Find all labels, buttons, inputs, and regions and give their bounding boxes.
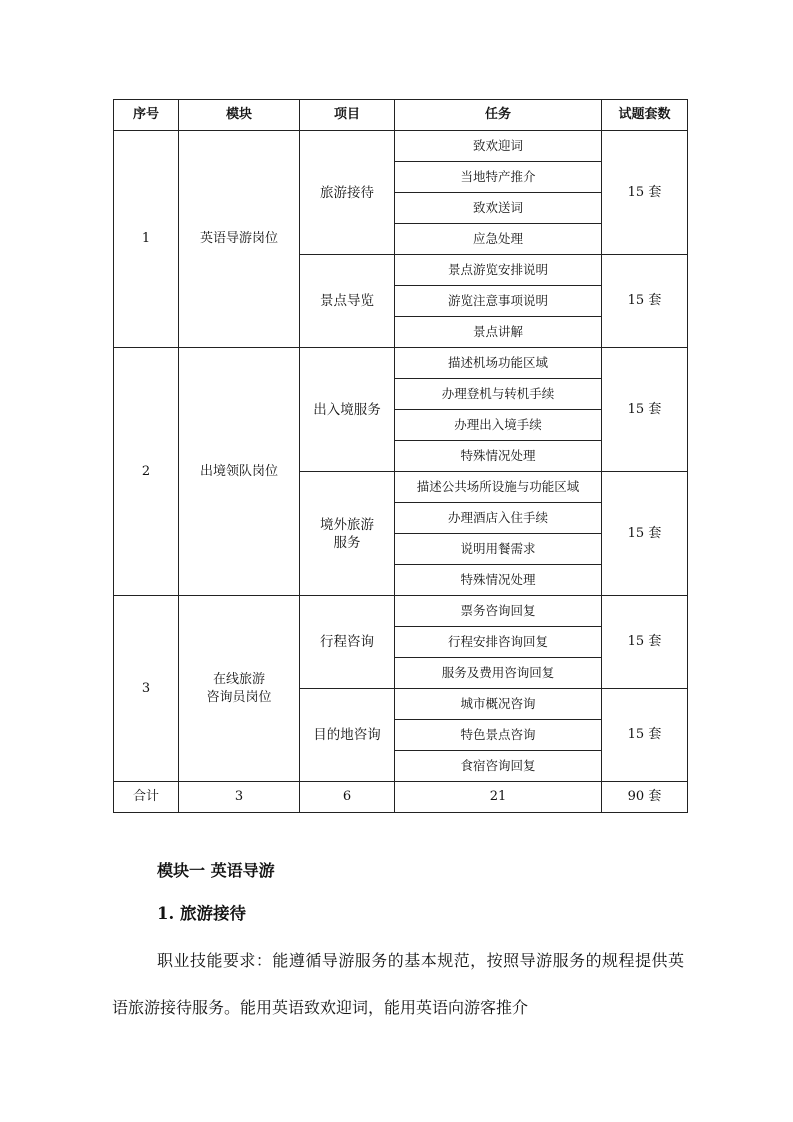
task-cell: 特色景点咨询 [395, 720, 602, 751]
project-name: 出入境服务 [300, 348, 395, 472]
total-projects: 6 [300, 782, 395, 813]
header-set-count: 试题套数 [602, 100, 688, 131]
total-sets: 90 套 [602, 782, 688, 813]
total-tasks: 21 [395, 782, 602, 813]
task-cell: 致欢迎词 [395, 131, 602, 162]
project-name: 行程咨询 [300, 596, 395, 689]
task-cell: 办理出入境手续 [395, 410, 602, 441]
task-cell: 说明用餐需求 [395, 534, 602, 565]
task-cell: 景点游览安排说明 [395, 255, 602, 286]
task-cell: 办理酒店入住手续 [395, 503, 602, 534]
task-cell: 票务咨询回复 [395, 596, 602, 627]
task-cell: 景点讲解 [395, 317, 602, 348]
module-name: 出境领队岗位 [179, 348, 300, 596]
table-header-row [114, 100, 688, 131]
task-cell: 描述机场功能区域 [395, 348, 602, 379]
set-count: 15 套 [602, 131, 688, 255]
task-cell: 游览注意事项说明 [395, 286, 602, 317]
project-name: 目的地咨询 [300, 689, 395, 782]
module-summary-table [113, 99, 688, 813]
module-index: 3 [114, 596, 179, 782]
task-cell: 应急处理 [395, 224, 602, 255]
total-row [114, 782, 688, 813]
table-row [114, 131, 688, 162]
set-count: 15 套 [602, 596, 688, 689]
task-cell: 食宿咨询回复 [395, 751, 602, 782]
header-task: 任务 [395, 100, 602, 131]
project-name: 景点导览 [300, 255, 395, 348]
set-count: 15 套 [602, 255, 688, 348]
header-project: 项目 [300, 100, 395, 131]
set-count: 15 套 [602, 689, 688, 782]
set-count: 15 套 [602, 472, 688, 596]
module-index: 1 [114, 131, 179, 348]
table-row [114, 348, 688, 379]
task-cell: 特殊情况处理 [395, 441, 602, 472]
task-cell: 城市概况咨询 [395, 689, 602, 720]
module-name: 英语导游岗位 [179, 131, 300, 348]
table-row [114, 596, 688, 627]
header-module: 模块 [179, 100, 300, 131]
total-label: 合计 [114, 782, 179, 813]
task-cell: 办理登机与转机手续 [395, 379, 602, 410]
skill-requirement-paragraph: 职业技能要求：能遵循导游服务的基本规范，按照导游服务的规程提供英语旅游接待服务。能用英语致欢迎词，能用英语向游客推介 [112, 951, 684, 1017]
module-heading: 模块一 英语导游 [157, 861, 275, 880]
set-count: 15 套 [602, 348, 688, 472]
task-cell: 行程安排咨询回复 [395, 627, 602, 658]
task-cell: 服务及费用咨询回复 [395, 658, 602, 689]
project-name: 境外旅游 服务 [300, 472, 395, 596]
header-index: 序号 [114, 100, 179, 131]
project-subheading: 1. 旅游接待 [157, 904, 246, 923]
task-cell: 描述公共场所设施与功能区域 [395, 472, 602, 503]
total-modules: 3 [179, 782, 300, 813]
module-name: 在线旅游 咨询员岗位 [179, 596, 300, 782]
task-cell: 致欢送词 [395, 193, 602, 224]
module-index: 2 [114, 348, 179, 596]
task-cell: 特殊情况处理 [395, 565, 602, 596]
task-cell: 当地特产推介 [395, 162, 602, 193]
project-name: 旅游接待 [300, 131, 395, 255]
